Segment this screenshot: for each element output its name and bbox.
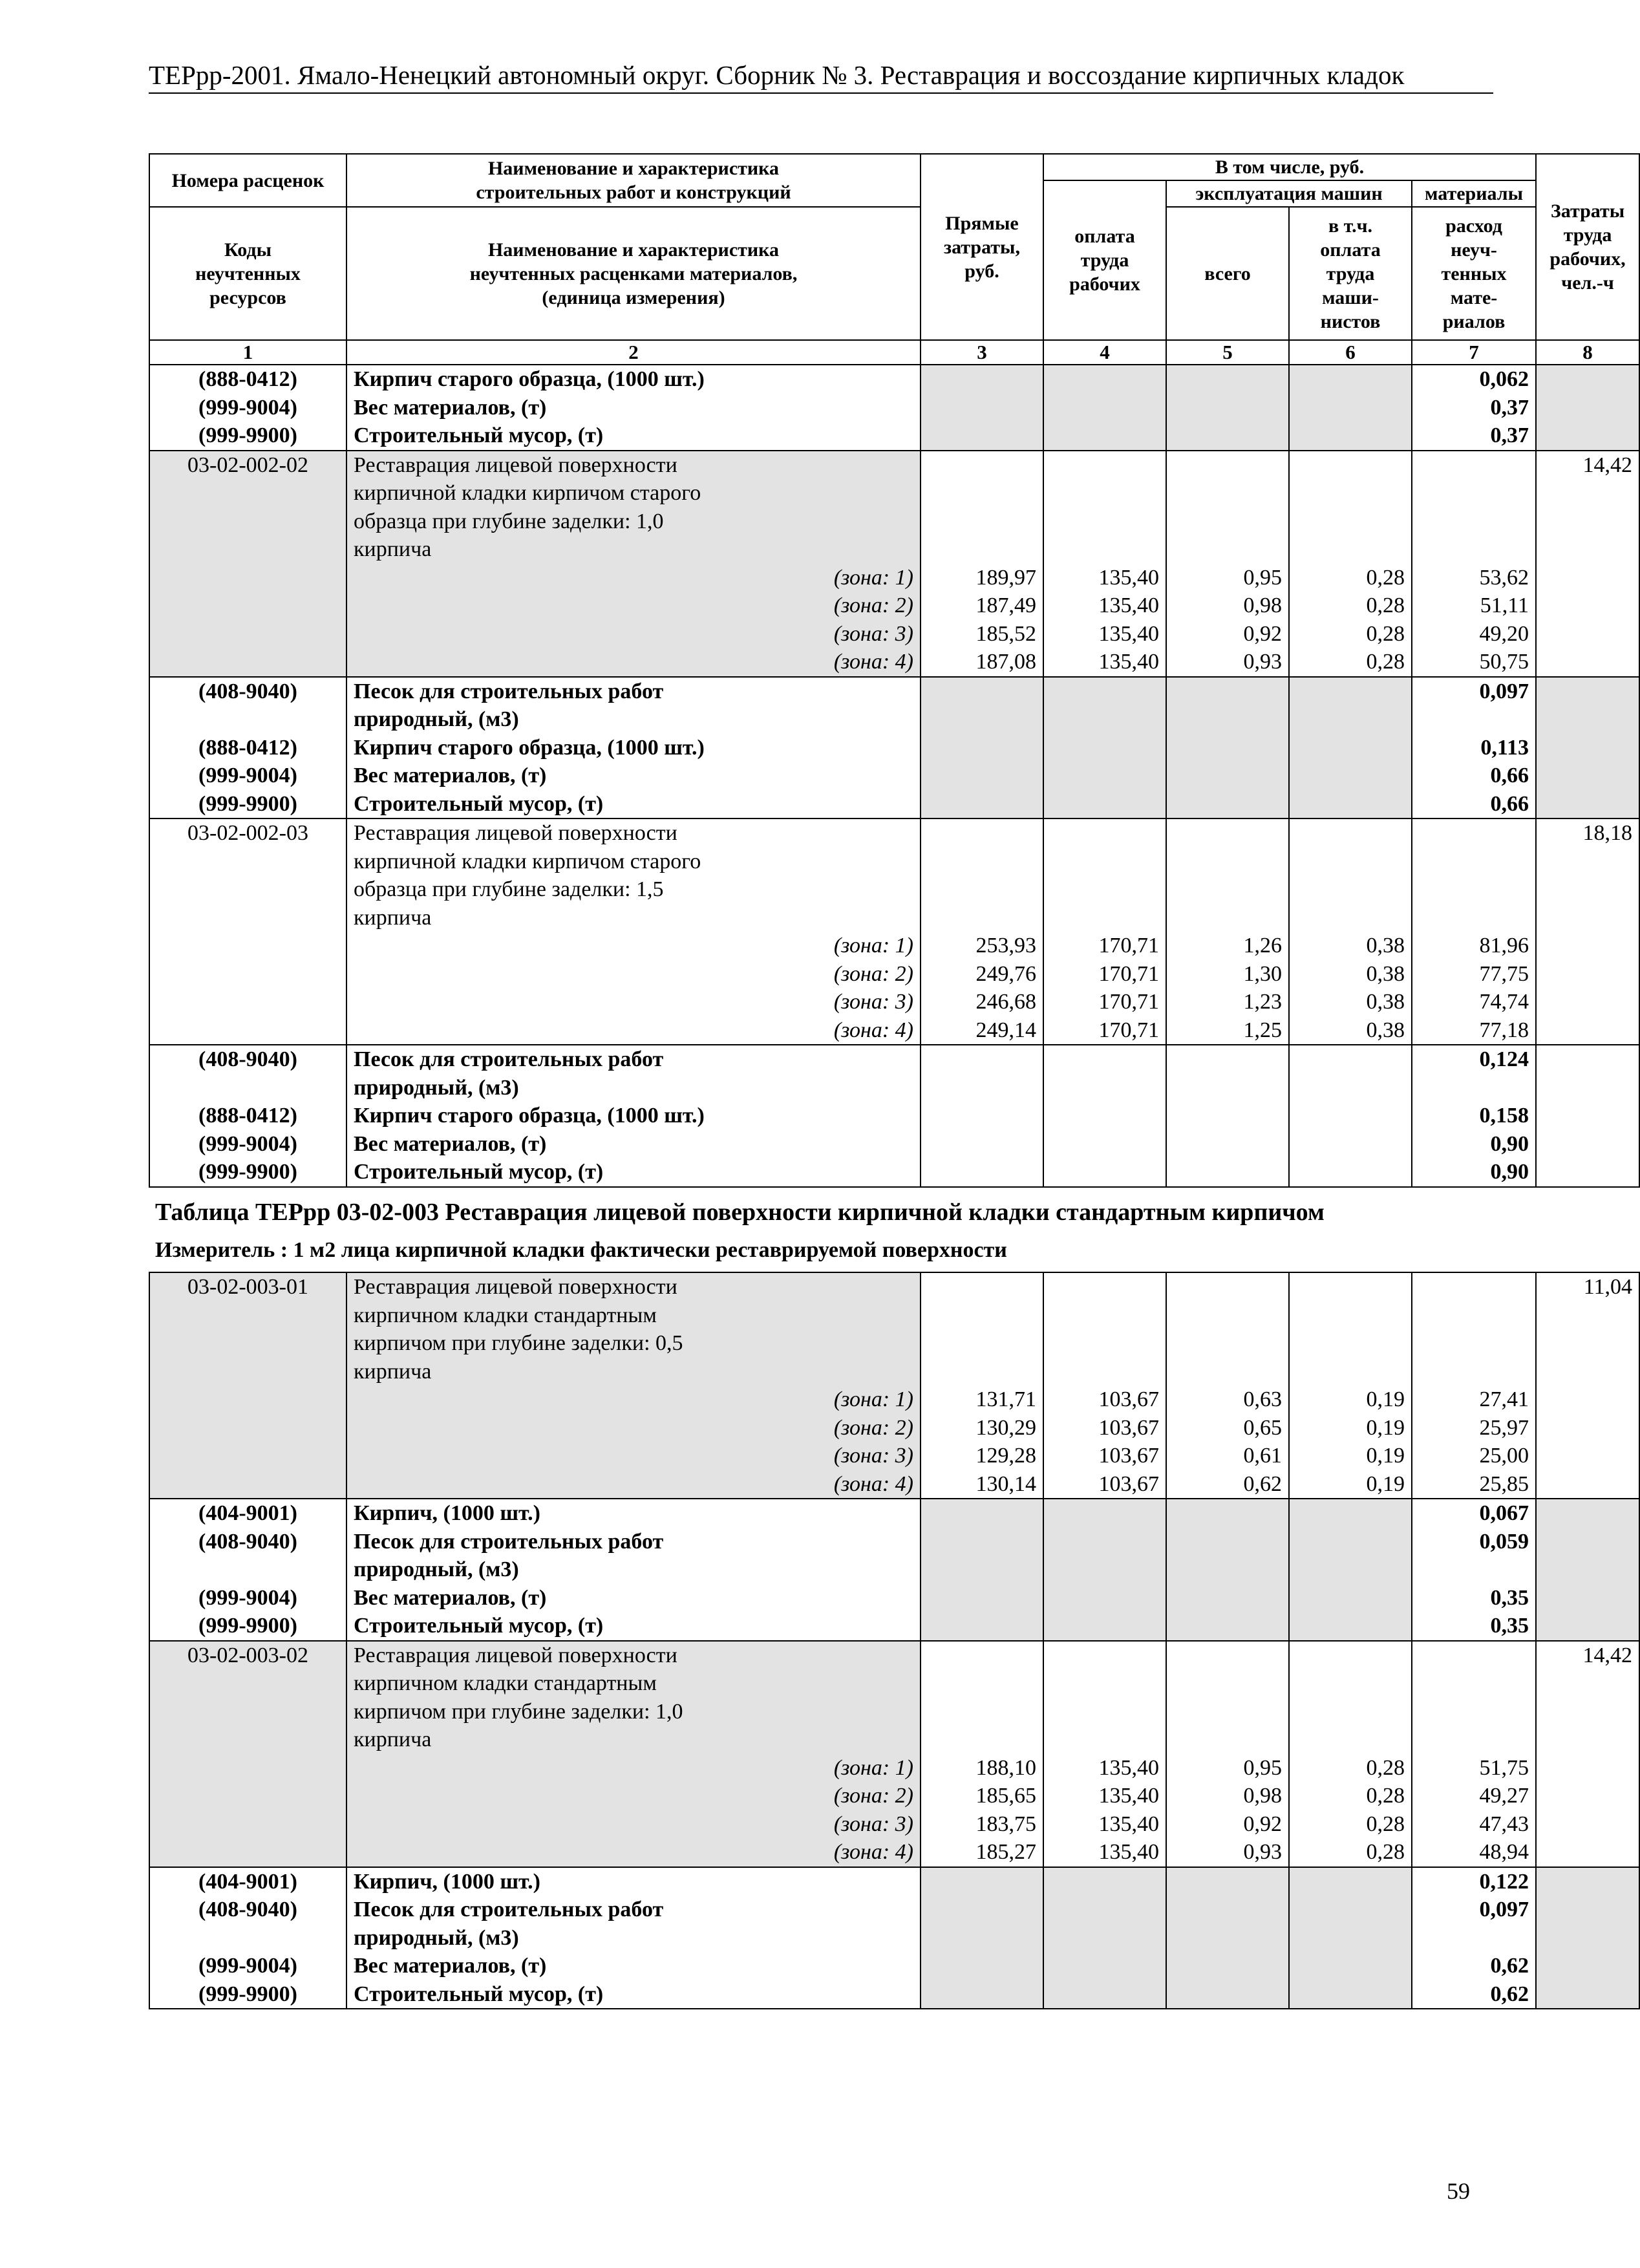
resource-values: 0,097 0,113 0,66 0,66 — [1412, 677, 1536, 819]
rate-code: 03-02-002-03 — [149, 818, 346, 1045]
resource-names: Песок для строительных работ природный, (м3) Кирпич старого образца, (1000 шт.) Вес материалов, (т) Строительный мусор, (т) — [346, 1045, 921, 1187]
rate-row — [149, 451, 1639, 677]
machinist-pay: 0,19 0,19 0,19 0,19 — [1289, 1272, 1412, 1499]
col-worker-pay-header: оплата труда рабочих — [1043, 180, 1166, 340]
col-number: 3 — [921, 340, 1043, 365]
col-material-usage-header: расход неуч- тенных мате- риалов — [1412, 207, 1536, 340]
direct-costs: 131,71 130,29 129,28 130,14 — [921, 1272, 1043, 1499]
machines-total: 1,26 1,30 1,23 1,25 — [1166, 818, 1289, 1045]
resource-row-group — [149, 1045, 1639, 1187]
col-number: 6 — [1289, 340, 1412, 365]
col-number: 1 — [149, 340, 346, 365]
header-rule — [149, 92, 1493, 94]
rate-description-text: Реставрация лицевой поверхности кирпичном кладки стандартным кирпичом при глубине заделки: 1,0 кирпича — [354, 1643, 683, 1751]
rate-description-text: Реставрация лицевой поверхности кирпичной кладки кирпичом старого образца при глубине заделки: 1,0 кирпича — [354, 453, 701, 561]
direct-costs: 188,10 185,65 183,75 185,27 — [921, 1641, 1043, 1867]
col-resource-codes-header: Коды неучтенных ресурсов — [149, 207, 346, 340]
col-number: 4 — [1043, 340, 1166, 365]
resource-row-group — [149, 1867, 1639, 2009]
col-number: 8 — [1536, 340, 1639, 365]
worker-pay: 103,67 103,67 103,67 103,67 — [1043, 1272, 1166, 1499]
resource-values: 0,122 0,097 0,62 0,62 — [1412, 1867, 1536, 2009]
materials-cost: 81,96 77,75 74,74 77,18 — [1412, 818, 1536, 1045]
rate-row — [149, 818, 1639, 1045]
resource-row-group — [149, 677, 1639, 819]
resource-names: Песок для строительных работ природный, (м3) Кирпич старого образца, (1000 шт.) Вес материалов, (т) Строительный мусор, (т) — [346, 677, 921, 819]
resource-row-group — [149, 365, 1639, 451]
rate-description-text: Реставрация лицевой поверхности кирпичном кладки стандартным кирпичом при глубине заделки: 0,5 кирпича — [354, 1275, 683, 1384]
zone-labels: (зона: 1) (зона: 2) (зона: 3) (зона: 4) — [833, 1387, 913, 1496]
rate-description — [346, 451, 921, 677]
resource-values: 0,067 0,059 0,35 0,35 — [1412, 1499, 1536, 1641]
materials-cost: 27,41 25,97 25,00 25,85 — [1412, 1272, 1536, 1499]
col-machines-header: эксплуатация машин — [1166, 180, 1412, 207]
col-materials-header: материалы — [1412, 180, 1536, 207]
zone-labels: (зона: 1) (зона: 2) (зона: 3) (зона: 4) — [833, 1755, 913, 1864]
materials-cost: 51,75 49,27 47,43 48,94 — [1412, 1641, 1536, 1867]
col-work-name-header: Наименование и характеристика строительных работ и конструкций — [346, 154, 921, 207]
resource-codes: (404-9001) (408-9040) (999-9004) (999-9900) — [149, 1499, 346, 1641]
resource-codes: (888-0412) (999-9004) (999-9900) — [149, 365, 346, 451]
resource-codes: (408-9040) (888-0412) (999-9004) (999-9900) — [149, 1045, 346, 1187]
direct-costs: 253,93 249,76 246,68 249,14 — [921, 818, 1043, 1045]
direct-costs: 189,97 187,49 185,52 187,08 — [921, 451, 1043, 677]
col-material-name-header: Наименование и характеристика неучтенных расценками материалов, (единица измерения) — [346, 207, 921, 340]
page-header-title: ТЕРрр-2001. Ямало-Ненецкий автономный округ. Сборник № 3. Реставрация и воссоздание кирпичных кладок — [149, 60, 1405, 90]
labor-hours: 14,42 — [1536, 451, 1639, 677]
rate-row — [149, 1641, 1639, 1867]
resource-codes: (408-9040) (888-0412) (999-9004) (999-9900) — [149, 677, 346, 819]
resource-codes: (404-9001) (408-9040) (999-9004) (999-9900) — [149, 1867, 346, 2009]
page-number: 59 — [1447, 2178, 1470, 2204]
rate-description — [346, 1272, 921, 1499]
worker-pay: 170,71 170,71 170,71 170,71 — [1043, 818, 1166, 1045]
zone-labels: (зона: 1) (зона: 2) (зона: 3) (зона: 4) — [833, 934, 913, 1042]
materials-cost: 53,62 51,11 49,20 50,75 — [1412, 451, 1536, 677]
col-direct-costs-header: Прямые затраты, руб. — [921, 154, 1043, 340]
table-unit-of-measure: Измеритель : 1 м2 лица кирпичной кладки фактически реставрируемой поверхности — [155, 1238, 1007, 1262]
machines-total: 0,95 0,98 0,92 0,93 — [1166, 1641, 1289, 1867]
rate-description — [346, 1641, 921, 1867]
col-rate-numbers-header: Номера расценок — [149, 154, 346, 207]
resource-names: Кирпич старого образца, (1000 шт.) Вес материалов, (т) Строительный мусор, (т) — [346, 365, 921, 451]
col-number: 2 — [346, 340, 921, 365]
col-group-including-header: В том числе, руб. — [1043, 154, 1536, 180]
worker-pay: 135,40 135,40 135,40 135,40 — [1043, 451, 1166, 677]
rate-code: 03-02-002-02 — [149, 451, 346, 677]
zone-labels: (зона: 1) (зона: 2) (зона: 3) (зона: 4) — [833, 565, 913, 674]
rates-table-1 — [149, 153, 1640, 1188]
resource-values: 0,062 0,37 0,37 — [1412, 365, 1536, 451]
rate-code: 03-02-003-02 — [149, 1641, 346, 1867]
rate-code: 03-02-003-01 — [149, 1272, 346, 1499]
col-number: 5 — [1166, 340, 1289, 365]
rates-table-2 — [149, 1272, 1640, 2009]
rate-row — [149, 1272, 1639, 1499]
machinist-pay: 0,28 0,28 0,28 0,28 — [1289, 1641, 1412, 1867]
rate-description — [346, 818, 921, 1045]
table-caption: Таблица ТЕРрр 03-02-003 Реставрация лицевой поверхности кирпичной кладки стандартным кирпичом — [155, 1199, 1325, 1226]
col-labor-hours-header: Затраты труда рабочих, чел.-ч — [1536, 154, 1639, 340]
labor-hours: 14,42 — [1536, 1641, 1639, 1867]
col-number: 7 — [1412, 340, 1536, 365]
machines-total: 0,63 0,65 0,61 0,62 — [1166, 1272, 1289, 1499]
worker-pay: 135,40 135,40 135,40 135,40 — [1043, 1641, 1166, 1867]
col-machines-total-header: всего — [1166, 207, 1289, 340]
machines-total: 0,95 0,98 0,92 0,93 — [1166, 451, 1289, 677]
labor-hours: 18,18 — [1536, 818, 1639, 1045]
resource-names: Кирпич, (1000 шт.) Песок для строительных работ природный, (м3) Вес материалов, (т) Строительный мусор, (т) — [346, 1499, 921, 1641]
labor-hours: 11,04 — [1536, 1272, 1639, 1499]
machinist-pay: 0,38 0,38 0,38 0,38 — [1289, 818, 1412, 1045]
rate-description-text: Реставрация лицевой поверхности кирпичной кладки кирпичом старого образца при глубине заделки: 1,5 кирпича — [354, 821, 701, 930]
resource-row-group — [149, 1499, 1639, 1641]
col-machinist-pay-header: в т.ч. оплата труда маши- нистов — [1289, 207, 1412, 340]
resource-names: Кирпич, (1000 шт.) Песок для строительных работ природный, (м3) Вес материалов, (т) Строительный мусор, (т) — [346, 1867, 921, 2009]
machinist-pay: 0,28 0,28 0,28 0,28 — [1289, 451, 1412, 677]
resource-values: 0,124 0,158 0,90 0,90 — [1412, 1045, 1536, 1187]
